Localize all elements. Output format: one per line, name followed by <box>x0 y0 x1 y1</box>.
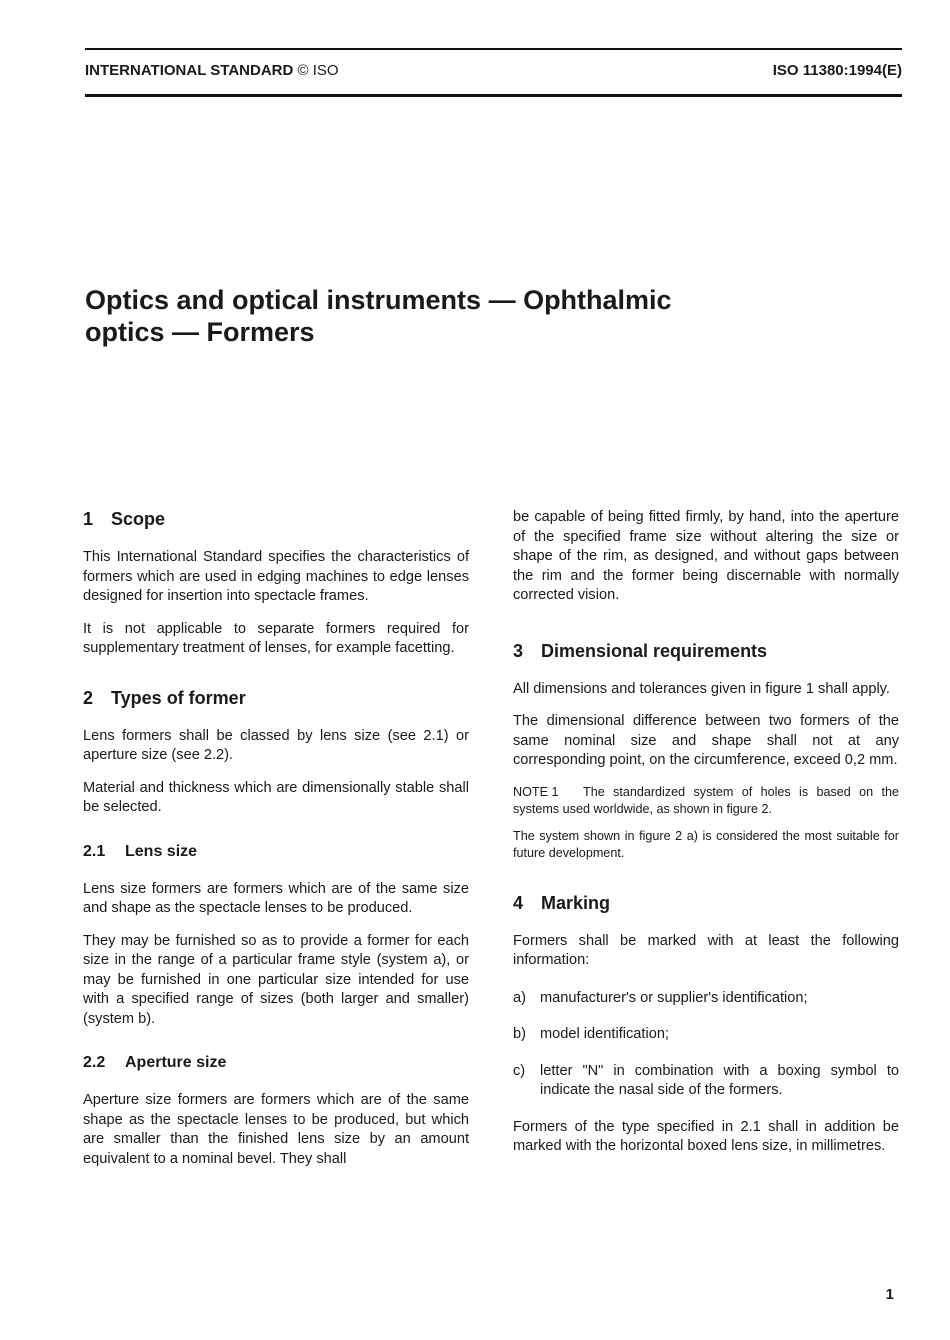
header-top-rule <box>85 48 902 50</box>
section-aperture-size-heading: 2.2 Aperture size <box>83 1054 227 1071</box>
header-bottom-rule <box>85 94 902 97</box>
note-label: NOTE 1 <box>513 784 559 799</box>
dimensional-paragraph-1: All dimensions and tolerances given in figure 1 shall apply. <box>513 680 890 697</box>
section-dimensional-heading: 3 Dimensional requirements <box>513 640 768 661</box>
document-title-line1: Optics and optical instruments — Ophthalmic <box>85 285 672 315</box>
scope-paragraph-2: It is not applicable to separate formers required for supplementary treatment of lenses, for example facetting. <box>83 620 469 656</box>
document-title-line2: optics — Formers <box>85 317 315 347</box>
left-column <box>83 508 469 1182</box>
marking-paragraph-2: Formers of the type specified in 2.1 shall in addition be marked with the horizontal boxed lens size, in millimetres. <box>513 1118 899 1154</box>
note-1: NOTE 1 The standardized system of holes is based on the systems used worldwide, as shown in figure 2. <box>513 784 899 816</box>
aperture-size-paragraph-continued: be capable of being fitted firmly, by hand, into the aperture of the specified frame size without altering the size or shape of the rim, as designed, and without gaps between the rim and the former being discernable with normally corrected vision. <box>513 509 899 603</box>
marking-paragraph-1: Formers shall be marked with at least the following information: <box>513 932 899 968</box>
section-types-heading: 2 Types of former <box>83 687 246 708</box>
section-scope-heading: 1 Scope <box>83 509 166 529</box>
note-1-paragraph-2: The system shown in figure 2 a) is considered the most suitable for future development. <box>513 828 899 860</box>
lens-size-paragraph-2: They may be furnished so as to provide a former for each size in the range of a particular frame style (system a), or may be furnished in one particular size intended for use with a specified range of sizes (both larger and smaller) (system b). <box>83 932 469 1027</box>
page-number: 1 <box>885 1286 894 1303</box>
section-lens-size-heading: 2.1 Lens size <box>83 842 198 860</box>
document-title <box>85 284 845 348</box>
header-standard-label: INTERNATIONAL STANDARD © ISO <box>85 62 339 79</box>
copyright-notice: © ISO <box>297 62 339 79</box>
lens-size-paragraph-1: Lens size formers are formers which are of the same size and shape as the spectacle lenses to be produced. <box>83 880 469 916</box>
right-column <box>513 508 899 1170</box>
types-paragraph-1: Lens formers shall be classed by lens size (see 2.1) or aperture size (see 2.2). <box>83 727 469 763</box>
marking-list-item: a) manufacturer's or supplier's identification; <box>513 989 808 1006</box>
types-paragraph-2: Material and thickness which are dimensionally stable shall be selected. <box>83 779 469 815</box>
scope-paragraph-1: This International Standard specifies the characteristics of formers which are used in edging machines to edge lenses designed for insertion into spectacle frames. <box>83 549 469 604</box>
marking-list-item: c) letter "N" in combination with a boxing symbol to indicate the nasal side of the formers. <box>513 1062 899 1098</box>
header-standard-code: ISO 11380:1994(E) <box>772 62 902 79</box>
aperture-size-paragraph-1: Aperture size formers are formers which are of the same shape as the spectacle lenses to be produced, but which are smaller than the finished lens size by an amount equivalent to a nominal bevel. They shall <box>83 1092 469 1167</box>
section-marking-heading: 4 Marking <box>513 892 611 913</box>
marking-list-item: b) model identification; <box>513 1026 669 1042</box>
dimensional-paragraph-2: The dimensional difference between two formers of the same nominal size and shape shall not at any corresponding point, on the circumference, exceed 0,2 mm. <box>513 713 899 768</box>
